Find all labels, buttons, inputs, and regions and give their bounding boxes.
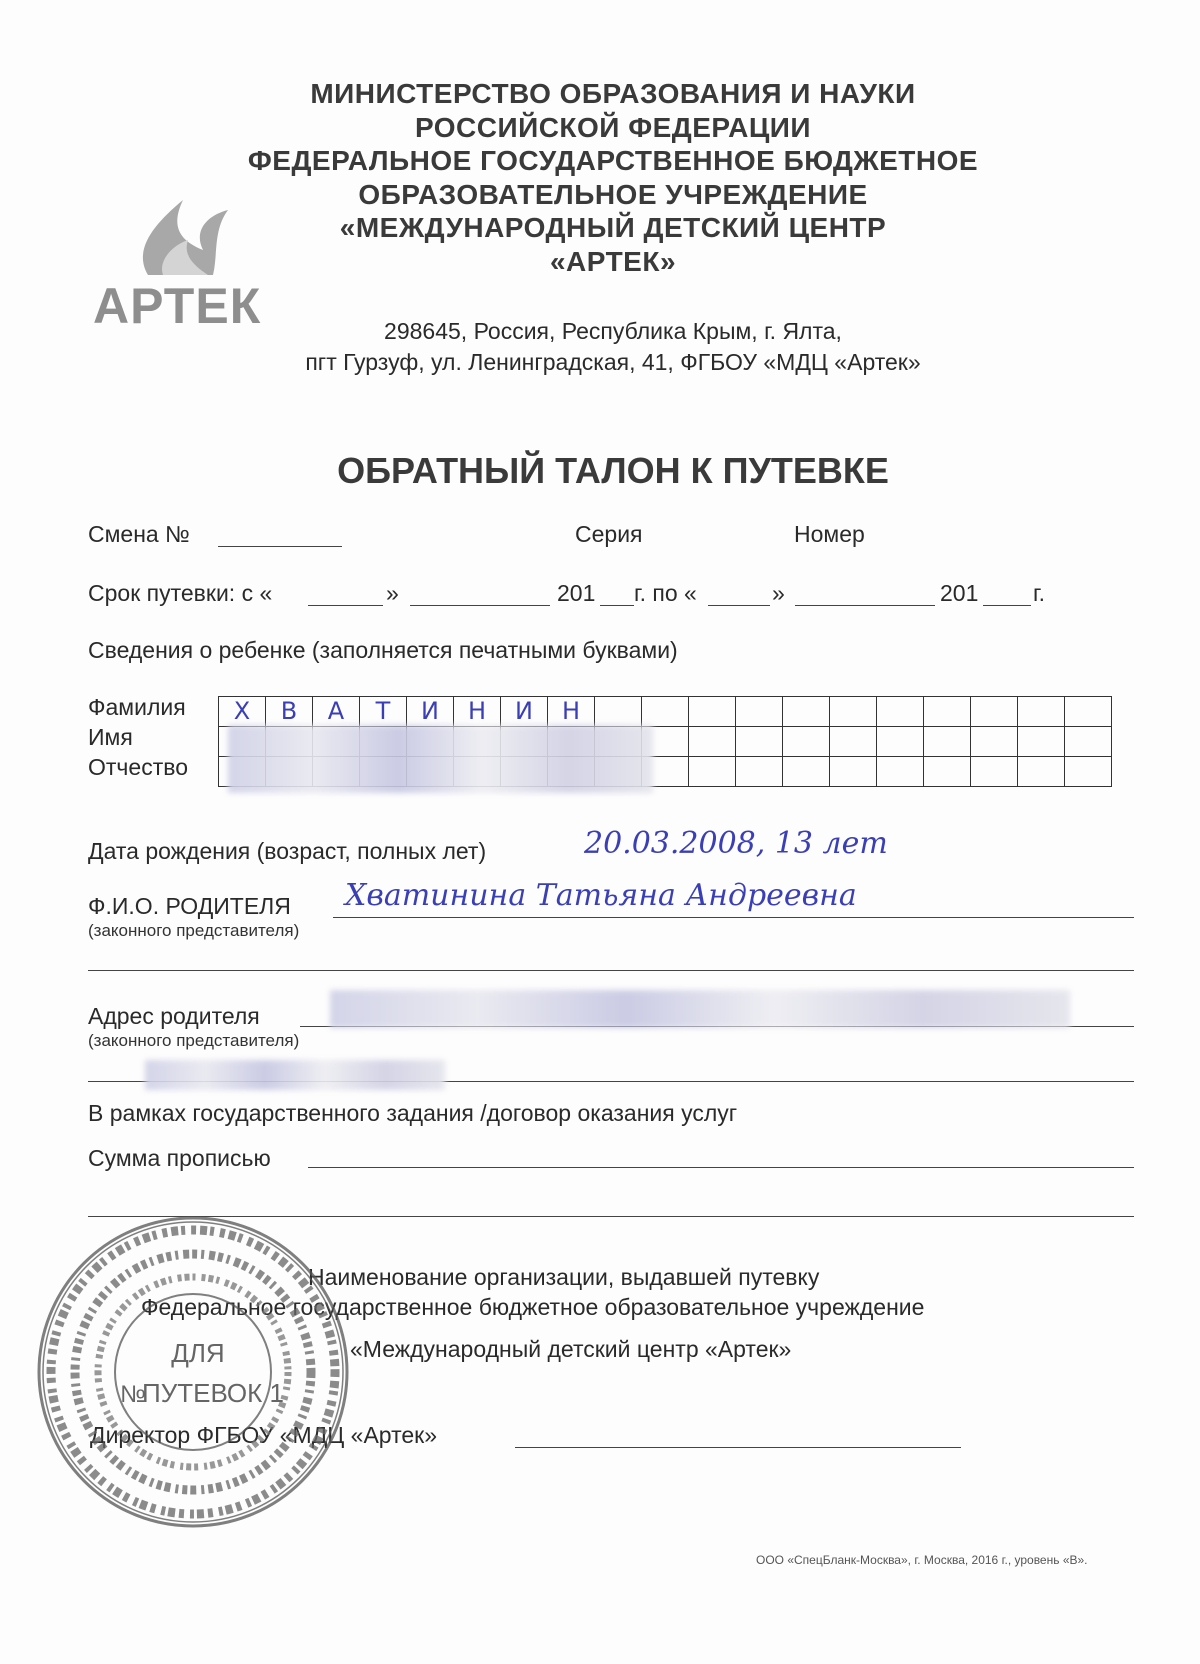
header-line-1: МИНИСТЕРСТВО ОБРАЗОВАНИЯ И НАУКИ [310, 78, 916, 109]
stamp-center-text-2: ПУТЕВОК 1 [142, 1378, 284, 1408]
patronymic-label: Отчество [88, 754, 188, 780]
grid-cell[interactable] [830, 727, 877, 757]
legal-rep-note-1: (законного представителя) [88, 921, 300, 940]
grid-cell[interactable] [454, 697, 501, 727]
grid-cell[interactable] [1018, 697, 1065, 727]
grid-cell[interactable] [783, 757, 830, 787]
address-line-1: 298645, Россия, Республика Крым, г. Ялта, [384, 318, 842, 344]
grid-cell[interactable] [924, 757, 971, 787]
number-label: Номер [794, 521, 865, 547]
header-line-2: РОССИЙСКОЙ ФЕДЕРАЦИИ [414, 112, 812, 143]
grid-cell[interactable] [924, 697, 971, 727]
surname-label: Фамилия [88, 694, 186, 720]
name-label: Имя [88, 724, 133, 750]
grid-cell[interactable] [783, 697, 830, 727]
stamp-number-sign: № [120, 1381, 146, 1408]
grid-cell[interactable] [971, 697, 1018, 727]
quote-mark: » [772, 580, 785, 606]
grid-cell[interactable] [971, 757, 1018, 787]
surname-letter: И [421, 697, 439, 725]
address-label: Адрес родителя [88, 1003, 260, 1029]
grid-cell[interactable] [736, 727, 783, 757]
quote-mark: » [386, 580, 399, 606]
stamp-seal [33, 1212, 353, 1532]
grid-cell[interactable] [736, 757, 783, 787]
logo-text: АРТЕК [93, 278, 262, 334]
grid-cell[interactable] [595, 697, 642, 727]
header-line-4: ОБРАЗОВАТЕЛЬНОЕ УЧРЕЖДЕНИЕ [358, 179, 868, 210]
header-line-5: «МЕЖДУНАРОДНЫЙ ДЕТСКИЙ ЦЕНТР [339, 212, 887, 243]
state-task-label: В рамках государственного задания /договор оказания услуг [88, 1100, 738, 1126]
director-label: Директор ФГБОУ «МДЦ «Артек» [90, 1422, 438, 1448]
shift-label: Смена № [88, 521, 190, 547]
stamp-middle-lettering [75, 1254, 311, 1490]
blank-line[interactable] [88, 970, 1134, 971]
printer-imprint: ООО «СпецБланк-Москва», г. Москва, 2016 г., уровень «В». [756, 1553, 1088, 1567]
grid-cell[interactable] [1065, 757, 1112, 787]
stamp-inner-lettering [98, 1277, 288, 1467]
surname-letter: Х [233, 697, 251, 725]
term-from-day-field[interactable] [308, 605, 383, 606]
page-title: ОБРАТНЫЙ ТАЛОН К ПУТЕВКЕ [337, 450, 889, 491]
header-line-3: ФЕДЕРАЛЬНОЕ ГОСУДАРСТВЕННОЕ БЮДЖЕТНОЕ [247, 145, 979, 176]
grid-cell[interactable] [877, 727, 924, 757]
stamp-center-text-1: ДЛЯ [171, 1338, 225, 1368]
birth-value[interactable]: 20.03.2008, 13 лет [584, 826, 888, 861]
surname-letter: Н [467, 697, 487, 725]
term-year-2: 201 [940, 580, 979, 606]
term-to-label: г. по « [634, 580, 697, 606]
sum-label: Сумма прописью [88, 1145, 271, 1171]
year-suffix: г. [1033, 580, 1045, 606]
sum-field[interactable] [308, 1167, 1134, 1168]
surname-letter: Т [375, 697, 391, 725]
grid-cell[interactable] [1065, 697, 1112, 727]
grid-cell[interactable] [736, 697, 783, 727]
legal-rep-note-2: (законного представителя) [88, 1031, 300, 1050]
grid-cell[interactable] [689, 757, 736, 787]
grid-cell[interactable] [642, 697, 689, 727]
header-line-6: «АРТЕК» [549, 246, 677, 277]
grid-cell[interactable] [689, 697, 736, 727]
stamp-outer-lettering [51, 1230, 335, 1514]
term-from-year-field[interactable] [600, 605, 634, 606]
grid-cell[interactable] [548, 697, 595, 727]
org-label: Наименование организации, выдавшей путевку [308, 1264, 820, 1290]
grid-cell[interactable] [360, 697, 407, 727]
parent-field-line [333, 917, 1134, 918]
term-year-1: 201 [557, 580, 596, 606]
birth-label: Дата рождения (возраст, полных лет) [88, 838, 487, 864]
grid-cell[interactable] [407, 697, 454, 727]
child-info-label: Сведения о ребенке (заполняется печатными буквами) [88, 637, 678, 663]
grid-cell[interactable] [501, 697, 548, 727]
grid-cell[interactable] [1018, 727, 1065, 757]
grid-cell[interactable] [971, 727, 1018, 757]
grid-cell[interactable] [783, 727, 830, 757]
term-to-month-field[interactable] [795, 605, 935, 606]
term-to-year-field[interactable] [983, 605, 1031, 606]
grid-cell[interactable] [877, 697, 924, 727]
flame-icon [93, 190, 278, 280]
grid-cell[interactable] [877, 757, 924, 787]
parent-value[interactable]: Хватинина Татьяна Андреевна [345, 878, 857, 913]
redacted-name-area [228, 725, 653, 793]
grid-cell[interactable] [1065, 727, 1112, 757]
redacted-address-2 [145, 1060, 445, 1090]
surname-letter: А [327, 697, 345, 725]
grid-cell[interactable] [689, 727, 736, 757]
address-line-2: пгт Гурзуф, ул. Ленинградская, 41, ФГБОУ «МДЦ «Артек» [305, 349, 921, 375]
shift-field[interactable] [218, 546, 342, 547]
artek-logo [93, 190, 278, 334]
surname-letter: Н [561, 697, 581, 725]
org-line-2: «Международный детский центр «Артек» [350, 1336, 792, 1362]
surname-letter: В [280, 697, 298, 725]
grid-cell[interactable] [830, 697, 877, 727]
director-signature-field[interactable] [515, 1447, 961, 1448]
term-from-month-field[interactable] [410, 605, 550, 606]
grid-row [219, 697, 1112, 727]
redacted-address [330, 990, 1070, 1028]
grid-cell[interactable] [924, 727, 971, 757]
parent-label: Ф.И.О. РОДИТЕЛЯ [88, 893, 291, 919]
grid-cell[interactable] [1018, 757, 1065, 787]
grid-cell[interactable] [219, 697, 266, 727]
series-label: Серия [575, 521, 643, 547]
surname-letter: И [515, 697, 533, 725]
org-line-1: Федеральное государственное бюджетное образовательное учреждение [141, 1294, 925, 1320]
grid-cell[interactable] [830, 757, 877, 787]
term-to-day-field[interactable] [708, 605, 770, 606]
grid-cell[interactable] [313, 697, 360, 727]
term-from-label: Срок путевки: с « [88, 580, 273, 606]
grid-cell[interactable] [266, 697, 313, 727]
